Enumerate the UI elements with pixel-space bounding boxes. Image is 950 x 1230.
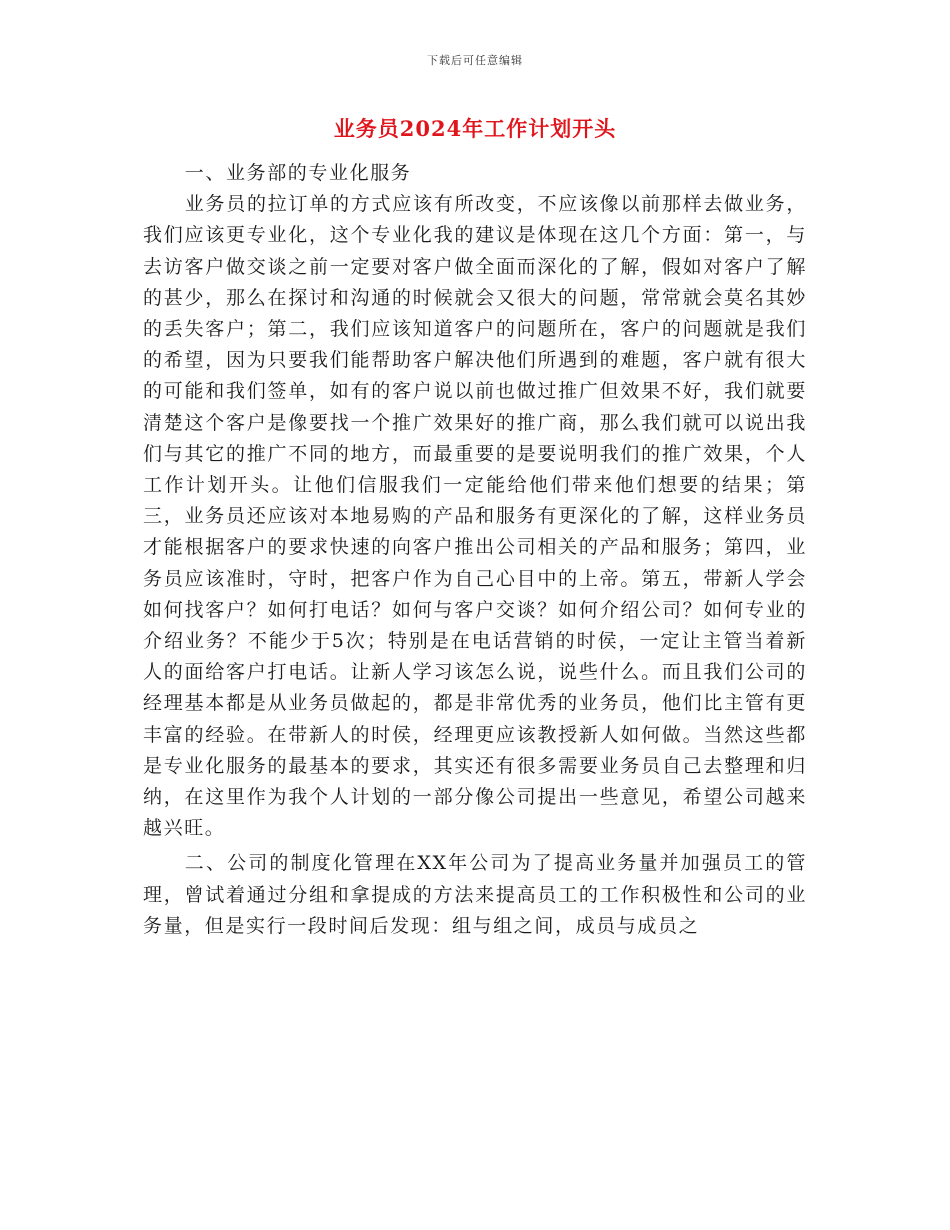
body-paragraph-1: 业务员的拉订单的方式应该有所改变，不应该像以前那样去做业务，我们应该更专业化，这个专业化我的建议是体现在这几个方面：第一，与去访客户做交谈之前一定要对客户做全面而深化的了解，假如对客户了解的甚少，那么在探讨和沟通的时候就会又很大的问题，常常就会莫名其妙的丢失客户；第二，我们应该知道客户的问题所在，客户的问题就是我们的希望，因为只要我们能帮助客户解决他们所遇到的难题，客户就有很大的可能和我们签单，如有的客户说以前也做过推广但效果不好，我们就要清楚这个客户是像要找一个推广效果好的推广商，那么我们就可以说出我们与其它的推广不同的地方，而最重要的是要说明我们的推广效果，个人工作计划开头。让他们信服我们一定能给他们带来他们想要的结果；第三，业务员还应该对本地易购的产品和服务有更深化的了解，这样业务员才能根据客户的要求快速的向客户推出公司相关的产品和服务；第四，业务员应该准时，守时，把客户作为自己心目中的上帝。第五，带新人学会如何找客户？如何打电话？如何与客户交谈？如何介绍公司？如何专业的介绍业务？不能少于5次；特别是在电话营销的时侯，一定让主管当着新人的面给客户打电话。让新人学习该怎么说，说些什么。而且我们公司的经理基本都是从业务员做起的，都是非常优秀的业务员，他们比主管有更丰富的经验。在带新人的时侯，经理更应该教授新人如何做。当然这些都是专业化服务的最基本的要求，其实还有很多需要业务员自己去整理和归纳，在这里作为我个人计划的一部分像公司提出一些意见，希望公司越来越兴旺。: [143, 193, 807, 840]
page-header-note: 下载后可任意编辑: [427, 54, 523, 67]
document-title: 业务员2024年工作计划开头: [333, 116, 617, 141]
body-paragraph-2: 二、公司的制度化管理在XX年公司为了提高业务量并加强员工的管理，曾试着通过分组和拿提成的方法来提高员工的工作积极性和公司的业务量，但是实行一段时间后发现：组与组之间，成员与成员之: [143, 852, 807, 937]
section-heading-1: 一、业务部的专业化服务: [184, 162, 412, 184]
document-body: [143, 158, 807, 942]
